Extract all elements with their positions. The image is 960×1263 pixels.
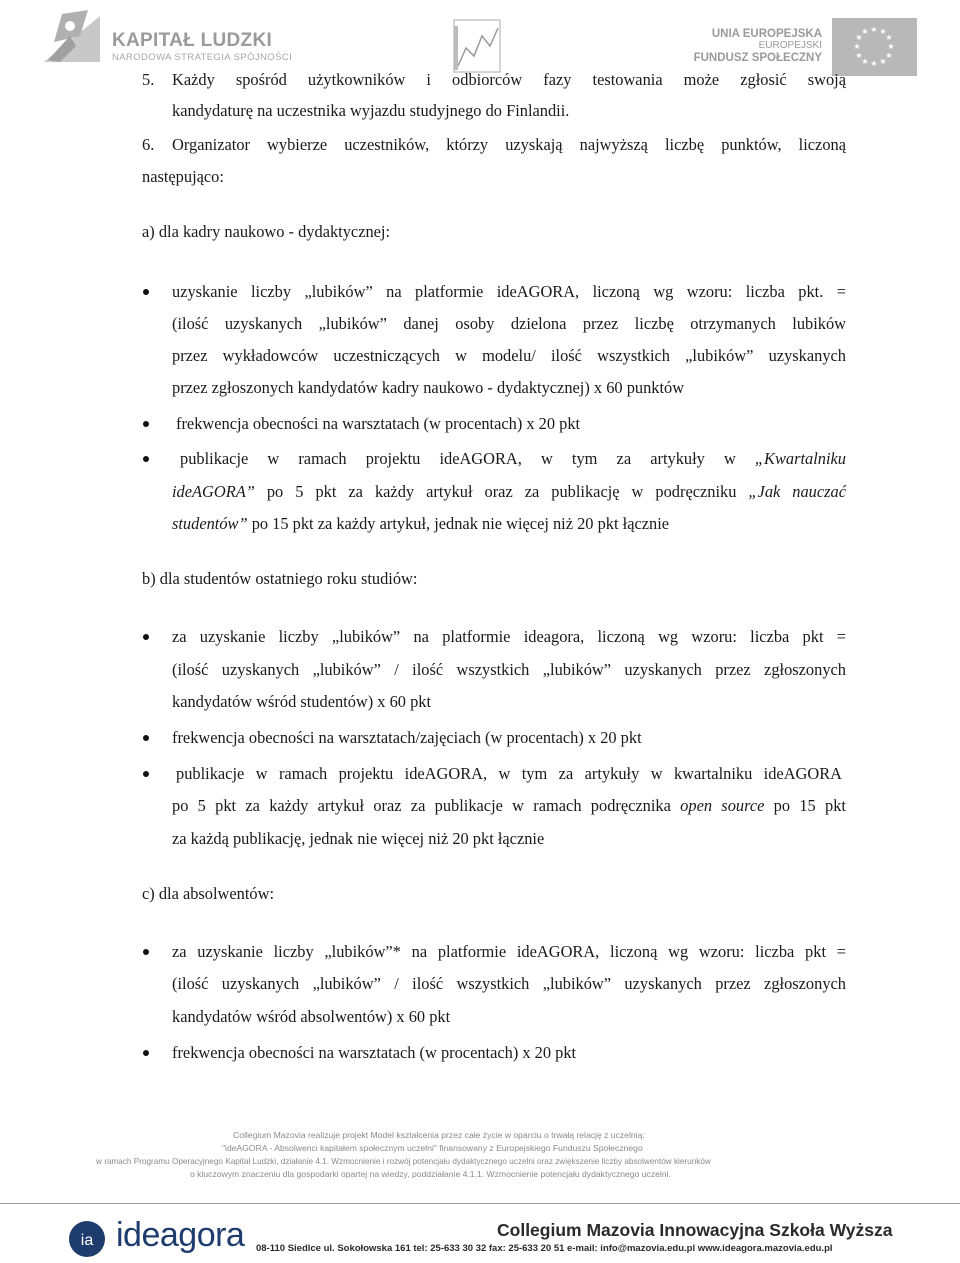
eu-line-1: UNIA EUROPEJSKA: [711, 28, 822, 40]
c1-line-2: (ilość uzyskanych „lubików” / ilość wszystkich „lubików” uzyskanych przez zgłoszonych: [172, 974, 846, 993]
svg-text:★: ★: [855, 33, 863, 42]
svg-text:★: ★: [855, 51, 863, 60]
bullet-icon: [143, 421, 149, 427]
eu-line-3: FUNDUSZ SPOŁECZNY: [693, 52, 822, 64]
b3-line-2: [172, 796, 846, 816]
c2-line-1: frekwencja obecności na warsztatach (w procentach) x 20 pkt: [172, 1043, 577, 1062]
bullet-icon: [143, 634, 149, 640]
section-b-heading: b) dla studentów ostatniego roku studiów:: [142, 569, 418, 588]
b3-line-1: publikacje w ramach projektu ideAGORA, w tym za artykuły w kwartalniku ideAGORA: [176, 764, 842, 783]
b2-line-1: frekwencja obecności na warsztatach/zajęciach (w procentach) x 20 pkt: [172, 728, 642, 747]
bullet-icon: [143, 1050, 149, 1056]
kapital-ludzki-logo-icon: [40, 6, 104, 64]
item-5-number: 5.: [142, 70, 155, 89]
page-header: [0, 0, 960, 75]
item-5-line-1: Każdy spośród użytkowników i odbiorców fazy testowania może zgłosić swoją: [172, 70, 846, 89]
a1-line-4: przez zgłoszonych kandydatów kadry naukowo - dydaktycznej) x 60 punktów: [172, 378, 685, 397]
ideagora-wordmark: ideagora: [116, 1216, 245, 1254]
item-6-line-1: Organizator wybierze uczestników, którzy uzyskają najwyższą liczbę punktów, liczoną: [172, 135, 846, 154]
c1-line-3: kandydatów wśród absolwentów) x 60 pkt: [172, 1007, 451, 1026]
bullet-icon: [143, 949, 149, 955]
footer-line-4: o kluczowym znaczeniu dla gospodarki opartej na wiedzy, poddziałanie 4.1.1. Wzmocnienie potencjału dydaktycznego uczelni.: [190, 1169, 671, 1179]
svg-text:★: ★: [853, 42, 861, 51]
b3-line-2-text: po 5 pkt za każdy artykuł oraz za publikacje w ramach podręcznika: [172, 796, 681, 815]
a1-line-2: (ilość uzyskanych „lubików” danej osoby dzielona przez liczbę otrzymanych lubików: [172, 314, 846, 333]
a1-line-3: przez wykładowców uczestniczących w modelu/ ilość wszystkich „lubików” uzyskanych: [172, 346, 846, 365]
c1-line-1: za uzyskanie liczby „lubików”* na platformie ideAGORA, liczoną wg wzoru: liczba pkt =: [172, 942, 846, 961]
a3-line-1-text: publikacje w ramach projektu ideAGORA, w tym za artykuły w: [180, 449, 755, 468]
b1-line-2: (ilość uzyskanych „lubików” / ilość wszystkich „lubików” uzyskanych przez zgłoszonych: [172, 660, 846, 679]
a3-line-3: [172, 514, 669, 534]
svg-text:★: ★: [887, 42, 895, 51]
a3-line-1-italic: „Kwartalniku: [754, 449, 846, 468]
b3-line-3: za każdą publikację, jednak nie więcej niż 20 pkt łącznie: [172, 829, 545, 848]
eu-caption: [694, 28, 822, 64]
a3-line-2-italic: ideAGORA”: [172, 482, 255, 501]
bullet-icon: [143, 456, 149, 462]
ideagora-mark-text: ia: [80, 1232, 94, 1249]
bullet-icon: [143, 771, 149, 777]
svg-text:★: ★: [870, 25, 878, 34]
college-address: 08-110 Siedlce ul. Sokołowska 161 tel: 25-633 30 32 fax: 25-633 20 51 e-mail: info@mazovia.edu.pl www.ideagora.mazovia.edu.pl: [256, 1243, 833, 1254]
ideagora-mark-icon: [68, 1220, 106, 1258]
svg-text:★: ★: [870, 59, 878, 68]
a3-line-3-italic: studentów”: [172, 514, 248, 533]
eu-line-2: EUROPEJSKI: [758, 40, 822, 51]
footer-line-2: "ideAGORA - Absolwenci kapitałem społecznym uczelni" finansowany z Europejskiego Funduszu Społecznego: [222, 1143, 643, 1153]
a2-line-1: frekwencja obecności na warsztatach (w procentach) x 20 pkt: [176, 414, 581, 433]
bullet-icon: [143, 289, 149, 295]
a1-line-1: uzyskanie liczby „lubików” na platformie ideAGORA, liczoną wg wzoru: liczba pkt. =: [172, 282, 846, 301]
b3-line-2-italic: open source: [680, 796, 765, 815]
svg-text:★: ★: [861, 57, 869, 66]
a3-line-2-text: po 5 pkt za każdy artykuł oraz za publikację w podręczniku: [254, 482, 749, 501]
kapital-ludzki-title: KAPITAŁ LUDZKI: [112, 30, 273, 51]
a3-line-3-text: po 15 pkt za każdy artykuł, jednak nie więcej niż 20 pkt łącznie: [247, 514, 670, 533]
a3-line-2-italic-end: „Jak nauczać: [748, 482, 846, 501]
svg-text:★: ★: [885, 51, 893, 60]
footer-line-3: w ramach Programu Operacyjnego Kapitał Ludzki, działanie 4.1. Wzmocnienie i rozwój potencjału dydaktycznego uczelni oraz zwiększenie liczby absolwentów kierunków: [96, 1157, 711, 1166]
footer-divider: [0, 1203, 960, 1204]
college-name: Collegium Mazovia Innowacyjna Szkoła Wyższa: [497, 1220, 893, 1240]
svg-text:★: ★: [879, 27, 887, 36]
item-5-line-2: kandydaturę na uczestnika wyjazdu studyjnego do Finlandii.: [172, 101, 570, 120]
section-c-heading: c) dla absolwentów:: [142, 884, 274, 903]
a3-line-1: [180, 449, 846, 469]
section-a-heading: a) dla kadry naukowo - dydaktycznej:: [142, 222, 391, 241]
item-6-line-2: następująco:: [142, 167, 224, 186]
bullet-icon: [143, 735, 149, 741]
b3-line-2-end: po 15 pkt: [764, 796, 846, 815]
svg-text:★: ★: [861, 27, 869, 36]
collegium-mazovia-logo-icon: [448, 18, 506, 74]
svg-text:★: ★: [879, 57, 887, 66]
a3-line-2: [172, 482, 846, 502]
svg-text:★: ★: [885, 33, 893, 42]
b1-line-3: kandydatów wśród studentów) x 60 pkt: [172, 692, 432, 711]
kapital-ludzki-subtitle: NARODOWA STRATEGIA SPÓJNOŚCI: [112, 52, 293, 63]
item-6-number: 6.: [142, 135, 155, 154]
b1-line-1: za uzyskanie liczby „lubików” na platformie ideagora, liczoną wg wzoru: liczba pkt =: [172, 627, 846, 646]
footer-line-1: Collegium Mazovia realizuje projekt Model kształcenia przez całe życie w oparciu o trwałą relację z uczelnią:: [233, 1130, 645, 1140]
eu-flag-icon: [832, 18, 917, 76]
